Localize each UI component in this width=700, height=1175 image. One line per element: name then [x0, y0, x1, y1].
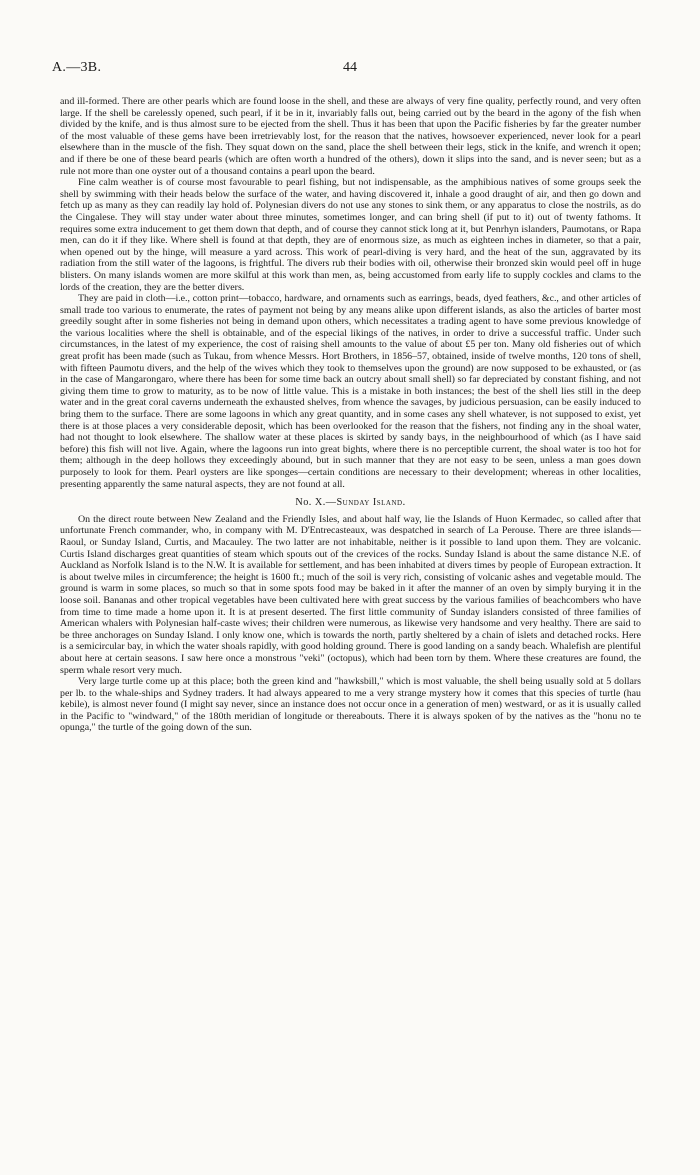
section-heading-number: No. X.— — [295, 497, 337, 509]
paragraph: Very large turtle come up at this place; both the green kind and "hawksbill," which is most valuable, the shell being usually sold at 5 dollars per lb. to the whale-ships and Sydney traders. It had always appeared to me a very strange mystery how it comes that this species of turtle (hau kebile), is almost never found (I might say never, since an instance does not occur once in a generation of men) westward, or as it is usually called in the Pacific to "windward," of the 180th meridian of longitude or thereabouts. There it is always spoken of by the natives as the "honu no te opunga," the turtle of the going down of the sun. — [60, 676, 641, 734]
paragraph: and ill-formed. There are other pearls which are found loose in the shell, and these are always of very fine quality, perfectly round, and very often large. If the shell be carelessly opened, such pearl, if it be in it, invariably falls out, being carried out by the beard in the agony of the fish when divided by the knife, and is thus almost sure to be ejected from the shell. Thus it has been that upon the Pacific fisheries by far the greater number of the most valuable of these gems have been irretrievably lost, for the reason that the natives, howsoever experienced, never look for a pearl elsewhere than in the muscle of the fish. They squat down on the sand, place the shell between their legs, stick in the knife, and wrench it open; and if there be one of these beard pearls (which are often worth a hundred of the others), down it slips into the sand, and is never seen; but as a rule not more than one oyster out of a thousand contains a pearl upon the beard. — [60, 96, 641, 177]
page-header — [52, 60, 648, 80]
section-heading — [60, 497, 641, 509]
page-number: 44 — [343, 60, 357, 75]
page-body — [60, 96, 641, 734]
document-reference: A.—3B. — [52, 60, 102, 75]
paragraph: On the direct route between New Zealand and the Friendly Isles, and about half way, lie the Islands of Huon Kermadec, so called after that unfortunate French commander, who, in company with M. D'Entrecasteaux, was despatched in search of La Perouse. There are three islands—Raoul, or Sunday Island, Curtis, and Macauley. The two latter are not inhabitable, neither is it possible to land upon them. They are volcanic. Curtis Island discharges great quantities of steam which spouts out of the crevices of the rocks. Sunday Island is about the same distance N.E. of Auckland as Norfolk Island is to the N.W. It is available for settlement, and has been inhabited at divers times by people of European extraction. It is about twelve miles in circumference; the height is 1600 ft.; much of the soil is very rich, consisting of volcanic ashes and vegetable mould. The ground is warm in some places, so much so that in some spots food may be baked in it after the manner of an oven by simply burying it in the loose soil. Bananas and other tropical vegetables have been cultivated here with great success by the various families of beachcombers who have from time to time made a home upon it. It is at present deserted. The first little community of Sunday islanders consisted of three families of American whalers with Polynesian half-caste wives; their children were numerous, as likewise very handsome and very healthy. There are said to be three anchorages on Sunday Island. I only know one, which is towards the north, partly sheltered by a chain of islets and detached rocks. Here is a semicircular bay, in which the water shoals rapidly, with good holding ground. There is good landing on a sandy beach. Whalefish are plentiful about here at certain seasons. I saw here once a monstrous "veki" (octopus), which had been torn by them. Where these creatures are found, the sperm whale resort very much. — [60, 513, 641, 676]
paragraph: They are paid in cloth—i.e., cotton print—tobacco, hardware, and ornaments such as earrings, beads, dyed feathers, &c., and other articles of small trade too various to enumerate, the rates of payment not being by any means alike upon different islands, as also the articles of barter most greedily sought after in some fisheries not being in demand upon others, which necessitates a trading agent to have some previous knowledge of the various localities where the shell is obtainable, and of the especial likings of the natives, in order to drive a successful traffic. Under such circumstances, in the latest of my experience, the cost of raising shell amounts to the value of about £5 per ton. Many old fisheries out of which great profit has been made (such as Tukau, from whence Messrs. Hort Brothers, in 1856–57, obtained, inside of twelve months, 120 tons of shell, with fifteen Paumotu divers, and the help of the wives which they took to themselves upon the ground) are now supposed to be exhausted, or (as in the case of Mangarongaro, where there has been for some time back an outcry about small shell) so far depreciated by constant fishing, and not giving them time to grow to maturity, as to be now of little value. This is a mistake in both instances; the best of the shell lies still in the deep water and in the great coral caverns underneath the exhausted shelves, from whence the savages, by judicious persuasion, can be easily induced to bring them to the surface. There are some lagoons in which any great quantity, and in some cases any shell whatever, is not supposed to exist, yet there is at those places a very considerable deposit, which has been overlooked for the reason that the fishers, not finding any in the shoal water, had not thought to look elsewhere. The shallow water at these places is skirted by sandy bays, in the neighbourhood of which (as I have said before) this fish will not live. Again, where the lagoons run into great bights, where there is no perceptible current, the shoal water is too hot for them; although in the deep hollows they exceedingly abound, but in such manner that they are not easy to be seen, unless a man goes down purposely to look for them. Pearl oysters are like sponges—certain conditions are necessary to their development; whereas in other localities, presenting apparently the same natural aspects, they are not found at all. — [60, 293, 641, 490]
section-heading-title: Sunday Island. — [336, 497, 406, 509]
paragraph: Fine calm weather is of course most favourable to pearl fishing, but not indispensable, as the amphibious natives of some groups seek the shell by swimming with their heads below the surface of the water, and having discovered it, inhale a good draught of air, and then go down and fetch up as many as they can readily lay hold of. Polynesian divers do not use any stones to sink them, or any apparatus to close the nostrils, as do the Cingalese. They will stay under water about three minutes, sometimes longer, and can bring shell (if put to it) out of twenty fathoms. It requires some extra inducement to get them down that depth, and of course they cannot stick long at it, but Penrhyn islanders, Paumotans, or Rapa men, can do it if they like. Where shell is found at that depth, they are of enormous size, as much as eighteen inches in diameter, so that a pair, when opened out by the hinge, will measure a yard across. This work of pearl-diving is very hard, and the heat of the sun, aggravated by its radiation from the still water of the lagoons, is frightful. The divers rub their bodies with oil, otherwise their bronzed skin would peel off in huge blisters. On many islands women are more skilful at this work than men, as, being accustomed from early life to supply cockles and clams to the lords of the creation, they are the better divers. — [60, 177, 641, 293]
